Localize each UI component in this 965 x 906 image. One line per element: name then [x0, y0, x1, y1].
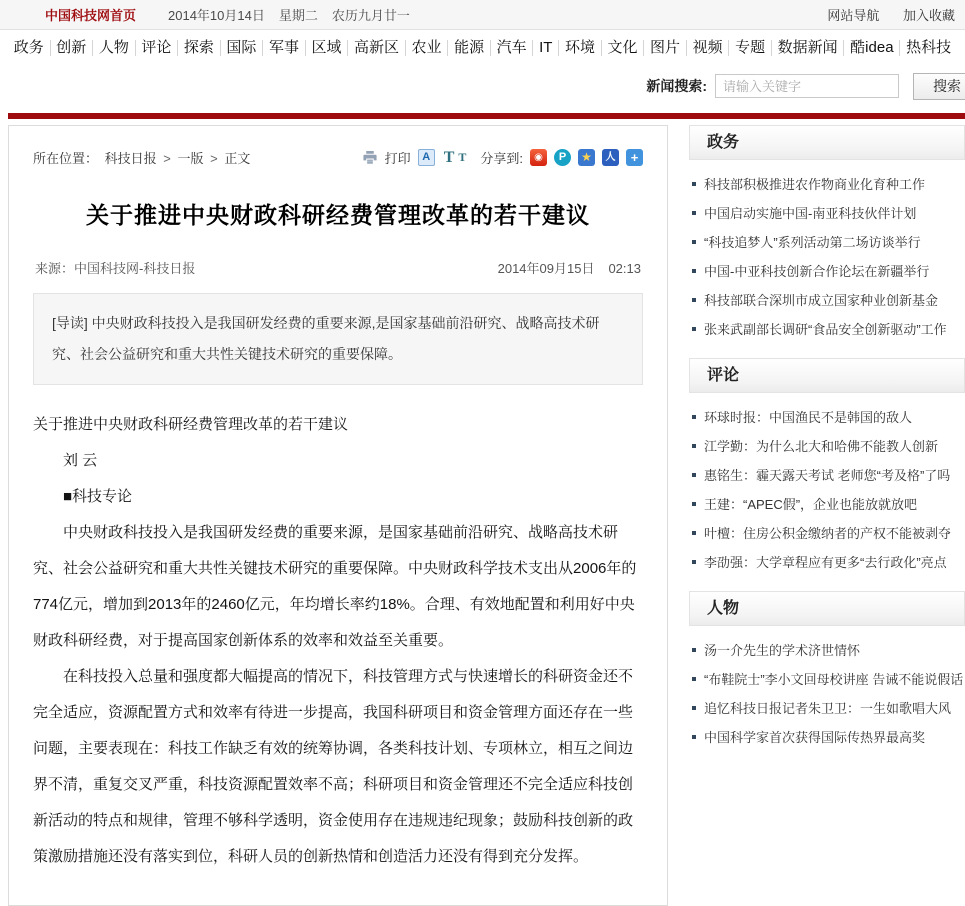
main-area	[8, 125, 965, 906]
section-title-politics: 政务	[689, 125, 965, 160]
sidebar-section-comments	[689, 358, 965, 576]
bullet-icon	[692, 444, 696, 448]
renren-icon[interactable]: 人	[602, 149, 619, 166]
body-paragraph: 关于推进中央财政科研经费管理改革的若干建议	[33, 416, 349, 433]
nav-item[interactable]: 酷idea	[843, 40, 899, 56]
date-text: 2014年10月14日	[168, 8, 265, 23]
list-item-link[interactable]: 中国启动实施中国-南亚科技伙伴计划	[704, 206, 917, 221]
breadcrumb-link-edition[interactable]: 一版	[177, 151, 204, 166]
section-list-politics	[689, 169, 965, 343]
sidebar	[689, 125, 965, 766]
printer-icon[interactable]	[362, 150, 378, 165]
list-item[interactable]	[689, 664, 965, 693]
bullet-icon	[692, 182, 696, 186]
bullet-icon	[692, 327, 696, 331]
list-item[interactable]	[689, 314, 965, 343]
article-panel	[8, 125, 668, 906]
breadcrumb-separator: >	[210, 151, 218, 166]
list-item-link[interactable]: 中国-中亚科技创新合作论坛在新疆举行	[704, 264, 930, 279]
breadcrumb-current: 正文	[224, 151, 251, 166]
nav-item[interactable]: 文化	[601, 40, 644, 56]
breadcrumb-link-paper[interactable]: 科技日报	[104, 151, 157, 166]
bullet-icon	[692, 473, 696, 477]
nav-item[interactable]: 区域	[305, 40, 348, 56]
body-paragraph: 中央财政科技投入是我国研发经费的重要来源，是国家基础前沿研究、战略高技术研究、社会公益研究和重大共性关键技术研究的重要保障。中央财政科学技术支出从2006年的774亿元，增加到2013年的2460亿元，年均增长率约18%。合理、有效地配置和利用好中央财政科研经费，对于提高国家创新体系的效率和效益至关重要。	[33, 524, 637, 649]
bullet-icon	[692, 211, 696, 215]
list-item[interactable]	[689, 256, 965, 285]
list-item-link[interactable]: 科技部联合深圳市成立国家种业创新基金	[704, 293, 939, 308]
article-source: 来源：中国科技网-科技日报	[35, 261, 196, 276]
topbar-right	[807, 5, 955, 24]
red-divider-bar	[8, 113, 965, 119]
sina-weibo-icon[interactable]: ◉	[530, 149, 547, 166]
nav-item[interactable]: IT	[532, 40, 558, 56]
nav-item[interactable]: 军事	[262, 40, 305, 56]
section-list-comments	[689, 402, 965, 576]
list-item[interactable]	[689, 518, 965, 547]
bullet-icon	[692, 735, 696, 739]
search-button[interactable]: 搜索	[913, 73, 965, 100]
weekday-text: 星期二	[278, 8, 318, 23]
list-item-link[interactable]: 张来武副部长调研“食品安全创新驱动”工作	[704, 322, 947, 337]
list-item[interactable]	[689, 227, 965, 256]
print-button[interactable]: 打印	[384, 151, 411, 166]
list-item-link[interactable]: 惠铭生：霾天露天考试 老师您“考及格”了吗	[704, 468, 951, 483]
tencent-pengyou-icon[interactable]: P	[554, 149, 571, 166]
font-larger-button[interactable]: T	[443, 148, 455, 166]
main-nav	[0, 30, 965, 66]
nav-item[interactable]: 评论	[135, 40, 178, 56]
list-item-link[interactable]: “布鞋院士”李小文回母校讲座 告诫不能说假话	[704, 672, 964, 687]
bullet-icon	[692, 269, 696, 273]
qzone-icon[interactable]: ★	[578, 149, 595, 166]
list-item-link[interactable]: 汤一介先生的学术济世情怀	[704, 643, 861, 658]
lunar-date-text: 农历九月廿一	[331, 8, 410, 23]
nav-item[interactable]: 图片	[643, 40, 686, 56]
nav-item[interactable]: 专题	[728, 40, 771, 56]
nav-item[interactable]: 视频	[686, 40, 729, 56]
article-body	[9, 385, 667, 875]
section-list-people	[689, 635, 965, 751]
list-item[interactable]	[689, 198, 965, 227]
share-label: 分享到:	[480, 151, 523, 166]
list-item-link[interactable]: 李劭强：大学章程应有更多“去行政化”亮点	[704, 555, 947, 570]
list-item[interactable]	[689, 722, 965, 751]
article-summary-box: [导读] 中央财政科技投入是我国研发经费的重要来源,是国家基础前沿研究、战略高技术研究、社会公益研究和重大共性关键技术研究的重要保障。	[33, 293, 643, 385]
article-title: 关于推进中央财政科研经费管理改革的若干建议	[86, 202, 590, 228]
nav-item[interactable]: 热科技	[899, 40, 957, 56]
site-home-link[interactable]: 中国科技网首页	[45, 8, 137, 23]
list-item[interactable]	[689, 431, 965, 460]
list-item[interactable]	[689, 547, 965, 576]
bullet-icon	[692, 240, 696, 244]
nav-item[interactable]: 人物	[92, 40, 135, 56]
list-item[interactable]	[689, 460, 965, 489]
list-item-link[interactable]: “科技追梦人”系列活动第二场访谈举行	[704, 235, 921, 250]
list-item[interactable]	[689, 285, 965, 314]
nav-item[interactable]: 探索	[177, 40, 220, 56]
nav-item[interactable]: 农业	[405, 40, 448, 56]
breadcrumb-prefix: 所在位置：	[33, 151, 99, 166]
bullet-icon	[692, 648, 696, 652]
article-date: 2014年09月15日	[497, 261, 595, 276]
breadcrumb-separator: >	[163, 151, 171, 166]
article-datetime	[484, 258, 641, 277]
list-item[interactable]	[689, 402, 965, 431]
font-size-icon[interactable]: A	[418, 149, 435, 166]
body-paragraph-author: 刘 云	[63, 452, 98, 469]
section-title-people: 人物	[689, 591, 965, 626]
topbar-left	[45, 5, 424, 24]
search-bar	[0, 66, 965, 106]
crumb-tools-row	[9, 126, 667, 167]
list-item-link[interactable]: 追忆科技日报记者朱卫卫：一生如歌唱大风	[704, 701, 952, 716]
font-smaller-button[interactable]: T	[458, 150, 467, 164]
bullet-icon	[692, 531, 696, 535]
nav-item[interactable]: 汽车	[490, 40, 533, 56]
section-title-comments: 评论	[689, 358, 965, 393]
top-utility-bar	[0, 0, 965, 30]
search-label: 新闻搜索:	[646, 78, 707, 94]
sidebar-section-people	[689, 591, 965, 751]
article-meta-row	[9, 230, 667, 293]
share-more-icon[interactable]: +	[626, 149, 643, 166]
bullet-icon	[692, 677, 696, 681]
nav-item[interactable]: 环境	[558, 40, 601, 56]
nav-item[interactable]: 国际	[220, 40, 263, 56]
list-item-link[interactable]: 科技部积极推进农作物商业化育种工作	[704, 177, 926, 192]
nav-item[interactable]: 能源	[447, 40, 490, 56]
bullet-icon	[692, 502, 696, 506]
nav-item[interactable]: 数据新闻	[771, 40, 844, 56]
body-paragraph-column: ■科技专论	[63, 488, 133, 505]
list-item[interactable]	[689, 635, 965, 664]
list-item[interactable]	[689, 489, 965, 518]
add-favorite-link[interactable]: 加入收藏	[902, 8, 955, 23]
bullet-icon	[692, 706, 696, 710]
date-info	[168, 5, 424, 24]
list-item-link[interactable]: 王建：“APEC假”，企业也能放就放吧	[704, 497, 918, 512]
list-item-link[interactable]: 中国科学家首次获得国际传热界最高奖	[704, 730, 926, 745]
site-nav-link[interactable]: 网站导航	[827, 8, 880, 23]
list-item-link[interactable]: 环球时报：中国渔民不是韩国的敌人	[704, 410, 913, 425]
list-item[interactable]	[689, 169, 965, 198]
search-input[interactable]	[715, 74, 899, 98]
article-tools	[355, 148, 643, 167]
body-paragraph: 在科技投入总量和强度都大幅提高的情况下，科技管理方式与快速增长的科研资金还不完全适应，资源配置方式和效率有待进一步提高，我国科研项目和资金管理方面还存在一些问题，主要表现在：科技工作缺乏有效的统筹协调，各类科技计划、专项林立，相互之间边界不清，重复交叉严重，科技资源配置效率不高；科研项目和资金管理还不完全适应科技创新活动的特点和规律，管理不够科学透明，资金使用存在违规违纪现象；鼓励科技创新的政策激励措施还没有落实到位，科研人员的创新热情和创造活力还没有得到充分发挥。	[33, 668, 634, 865]
list-item[interactable]	[689, 693, 965, 722]
nav-item[interactable]: 创新	[50, 40, 93, 56]
article-time: 02:13	[608, 261, 641, 276]
sidebar-section-politics	[689, 125, 965, 343]
nav-item[interactable]: 政务	[13, 39, 44, 56]
breadcrumb	[33, 148, 253, 167]
bullet-icon	[692, 415, 696, 419]
nav-item[interactable]: 高新区	[347, 40, 405, 56]
list-item-link[interactable]: 叶檀：住房公积金缴纳者的产权不能被剥夺	[704, 526, 952, 541]
bullet-icon	[692, 560, 696, 564]
bullet-icon	[692, 298, 696, 302]
list-item-link[interactable]: 江学勤：为什么北大和哈佛不能教人创新	[704, 439, 939, 454]
